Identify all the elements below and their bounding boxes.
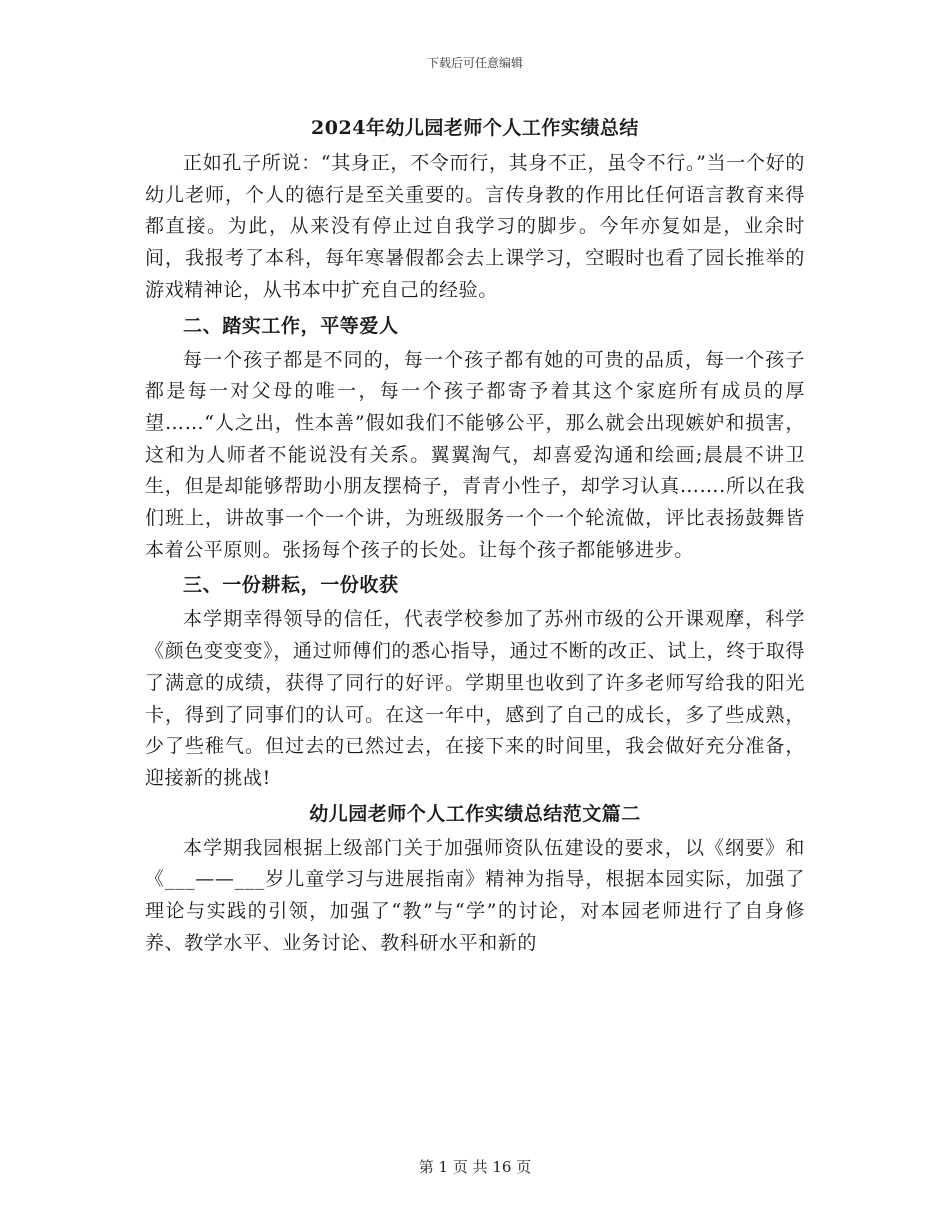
paragraph-section-three: 本学期幸得领导的信任，代表学校参加了苏州市级的公开课观摩，科学《颜色变变变》，通过师傅们的悉心指导，通过不断的改正、试上，终于取得了满意的成绩，获得了同行的好评。学期里也收到了许多老师写给我的阳光卡，得到了同事们的认可。在这一年中，感到了自己的成长，多了些成熟，少了些稚气。但过去的已然过去，在接下来的时间里，我会做好充分准备，迎接新的挑战! [145,608,805,789]
page-header-note: 下载后可任意编辑 [426,56,523,70]
paragraph-part-two: 本学期我园根据上级部门关于加强师资队伍建设的要求，以《纲要》和《___——___岁儿童学习与进展指南》精神为指导，根据本园实际，加强了理论与实践的引领，加强了“教”与“学”的讨论，对本园老师进行了自身修养、教学水平、业务讨论、教科研水平和新的 [145,836,805,954]
document-subtitle: 幼儿园老师个人工作实绩总结范文篇二 [309,802,641,825]
section-heading-three: 三、一份耕耘，一份收获 [183,574,399,597]
paragraph-intro: 正如孔子所说：“其身正，不令而行，其身不正，虽令不行。”当一个好的幼儿老师，个人的德行是至关重要的。言传身教的作用比任何语言教育来得都直接。为此，从来没有停止过自我学习的脚步。今年亦复如是，业余时间，我报考了本科，每年寒暑假都会去上课学习，空暇时也看了园长推举的游戏精神论，从书本中扩充自己的经验。 [145,152,805,301]
document-body [145,108,805,959]
paragraph-section-two: 每一个孩子都是不同的，每一个孩子都有她的可贵的品质，每一个孩子都是每一对父母的唯一，每一个孩子都寄予着其这个家庭所有成员的厚望……“人之出，性本善”假如我们不能够公平，那么就会出现嫉妒和损害，这和为人师者不能说没有关系。翼翼淘气，却喜爱沟通和绘画;晨晨不讲卫生，但是却能够帮助小朋友摆椅子，青青小性子，却学习认真…….所以在我们班上，讲故事一个一个讲，为班级服务一个一个轮流做，评比表扬鼓舞皆本着公平原则。张扬每个孩子的长处。让每个孩子都能够进步。 [145,348,805,561]
document-title: 2024年幼儿园老师个人工作实绩总结 [311,117,639,139]
section-heading-two: 二、踏实工作，平等爱人 [183,314,399,337]
page-number: 第 1 页 共 16 页 [418,1158,532,1176]
